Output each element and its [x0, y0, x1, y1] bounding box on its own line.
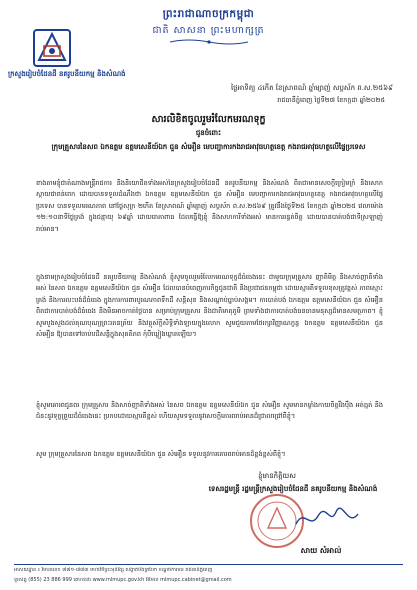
body-paragraph-1: ខាងតាមខ្ញុំជាតំណាងមន្ត្រីរាជការ និងនិយោជិតទាំងអស់នៃក្រសួងរៀបចំដែនដី នគរូបនីយកម្ម និងសំណង់ ពិតជាមានសេចក្ដីក្រៀមក្រំ និងសោកស្ដាយជាពន់ពេក ដោយបានទទួលដំណឹងថា ឯកឧត្តម ឧត្តមសេនីយ៍ឯក ជួន សំអឿន មេបញ្ជាការកងរាជអាវុធហត្ថខេត្ត កងរាជអាវុធហត្ថលើផ្ទៃប្រទេស បានទទួលមរណភាព នៅថ្ងៃសុក្រ ២កើត ខែស្រាពណ៍ ឆ្នាំម្សាញ់ សប្តស័ក ព.ស.២៥៦៩ ត្រូវនឹងថ្ងៃទី២៥ ខែកក្កដា ឆ្នាំ២០២៥ វេលាម៉ោង ១២:១០នាទីថ្ងៃត្រង់ ក្នុងជន្មាយុ ៦៩ឆ្នាំ ដោយរោគាពាធ ដែលធ្វើឱ្យខ្ញុំ និងសហការីទាំងអស់ មានការរន្ធត់ចិត្ត ដោយបានបាត់បង់ជាទីស្រឡាញ់រាប់អាន។ [36, 179, 383, 233]
body-paragraph-4: សូម ក្រុមគ្រួសារនៃសព ឯកឧត្តម ឧត្តមសេនីយ៍ឯក ជួន សំអឿន ទទួលនូវការគោរពរាប់អានដ៏ខ្ពង់ខ្ពស់ពីខ្ញុំ។ [36, 450, 286, 458]
kingdom-title: ព្រះរាជាណាចក្រកម្ពុជា [162, 8, 255, 20]
signer-name: សាយ សំអាល់ [300, 546, 342, 555]
footer-divider [14, 564, 403, 565]
letter-recipient: ក្រុមគ្រួសារនៃសព ឯកឧត្តម ឧត្តមសេនីយ៍ឯក ជួន សំអឿន មេបញ្ជាការកងរាជអាវុធហត្ថខេត្ត កងរាជអាវុធហត្ថលើផ្ទៃប្រទេស [51, 143, 366, 151]
solar-date: រាជធានីភ្នំពេញ ថ្ងៃទី២៧ ខែកក្កដា ឆ្នាំ២០២៥ [277, 96, 385, 104]
footer-contact: ទូរស័ព្ទ (855) 23 886 999 គេហទំព័រ www.mlmupc.gov.kh អ៊ីមែល mlmupc.cabinet@gmail.com [14, 577, 232, 583]
kingdom-motto: ជាតិ សាសនា ព្រះមហាក្សត្រ [152, 25, 265, 36]
lunar-date: ថ្ងៃអាទិត្យ ៤កើត ខែស្រាពណ៍ ឆ្នាំម្សាញ់ សប្តស័ក ព.ស.២៥៦៩ [230, 84, 393, 92]
letter-title: សារលិខិតចូលរួមរំលែកមរណទុក្ខ [151, 114, 266, 125]
body-paragraph-3: ខ្ញុំសូមគោរពជូនពរ ក្រុមគ្រួសារ និងសាច់ញាតិទាំងអស់ នៃសព ឯកឧត្តម ឧត្តមសេនីយ៍ឯក ជួន សំអឿន សូមមានកម្លាំងកាយចិត្តរឹងប៉ឹង អត់ធ្មត់ និងជំនះនូវទុក្ខព្រួយដ៏ធំធេងនេះ ប្រកបដោយស្មារតីខ្ពស់ ហើយសូមទទួលនូវសេចក្តីគោរពរាប់អានដ៏ជ្រាលជ្រៅពីខ្ញុំ។ [36, 401, 383, 421]
closing-salutation: ខ្ញុំមានកិត្តិយស [258, 472, 296, 480]
body-paragraph-2: ក្នុងនាមក្រសួងរៀបចំដែនដី នគរូបនីយកម្ម និងសំណង់ ខ្ញុំសូមចូលរួមរំលែកមរណទុក្ខដ៏ធំធេងនេះ ជាមួយក្រុមគ្រួសារ ញាតិមិត្ត និងសាច់ញាតិទាំងអស់ នៃសព ឯកឧត្តម ឧត្តមសេនីយ៍ឯក ជួន សំអឿន ដែលបានបំពេញភារកិច្ចជូនជាតិ និងប្រជាជនកម្ពុជា ដោយស្មារតីទទួលខុសត្រូវខ្ពស់ ភាពស្មោះត្រង់ និងការលះបង់ដ៏ធំធេង ក្នុងការការពារបូរណភាពទឹកដី សន្តិសុខ និងសណ្ដាប់ធ្នាប់សង្គម។ ការបាត់បង់ ឯកឧត្តម ឧត្តមសេនីយ៍ឯក ជួន សំអឿន ពិតជាការបាត់បង់ដ៏ធំធេង និងមិនអាចកាត់ថ្លៃបាន សម្រាប់ក្រុមគ្រួសារ និងជាតិមាតុភូមិ ព្រមទាំងជាការបាត់បង់ធនធានមនុស្សដ៏មានសមត្ថភាព។ ខ្ញុំសូមបួងសួងដល់គុណបុណ្យព្រះរតនត្រ័យ និងវត្ថុស័ក្តិសិទ្ធិទាំងឡាយក្នុងលោក សូមជួយតាមថែរក្សាវិញ្ញាណក្ខន្ធ ឯកឧត្តម ឧត្តមសេនីយ៍ឯក ជួន សំអឿន ឱ្យបានទៅចាប់បដិសន្ធិក្នុងសុគតិភព កុំបីឃ្លៀងឃ្លាតឡើយ។ [36, 273, 383, 339]
footer-address: អាសយដ្ឋាន ៖ វិមានលេខ ៧៧១-៧៧៣ មហាវិថីព្រះមុនីវង្ស សង្កាត់បឹងត្របែក ខណ្ឌចំការមន រាជធានីភ្នំពេញ [14, 567, 213, 573]
signer-title: ទេសរដ្ឋមន្ត្រី រដ្ឋមន្ត្រីក្រសួងរៀបចំដែនដី នគរូបនីយកម្ម និងសំណង់ [208, 485, 378, 493]
letter-subtitle: ជូនចំពោះ [195, 129, 222, 137]
header-ornament-icon [168, 38, 250, 46]
handwritten-signature-icon [292, 504, 362, 532]
ministry-name: ក្រសួងរៀបចំដែនដី នគរូបនីយកម្ម និងសំណង់ [8, 70, 126, 78]
